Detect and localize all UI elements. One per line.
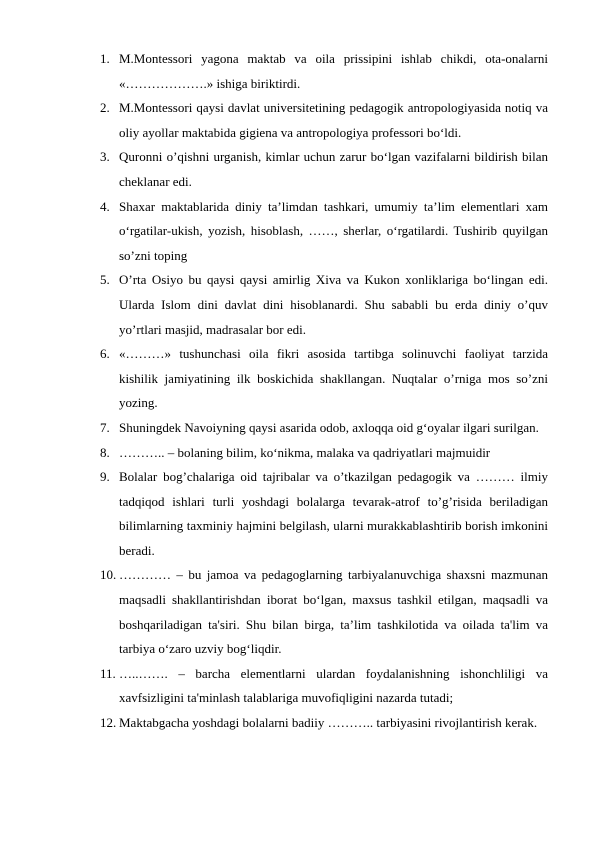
list-item (0, 662, 596, 711)
item-text: Bolalar bog’chalariga oid tajribalar va o’tkazilgan pedagogik va ……… ilmiy tadqiqod ishlari turli yoshdagi bolalarga tevarak-atrof to’g’risida beriladigan bilimlarning taxminiy hajmini belgilash, ularni murakkablashtirib borish imkonini beradi. (119, 469, 548, 558)
list-item (0, 441, 596, 466)
item-text: O’rta Osiyo bu qaysi qaysi amirlig Xiva va Kukon xonliklariga bo‘lingan edi. Ularda Islom dini davlat dini hisoblanardi. Shu sababli bu erda diniy o’quv yo’rtlari masjid, madrasalar bor edi. (119, 272, 548, 337)
item-text: «………» tushunchasi oila fikri asosida tartibga solinuvchi faoliyat tarzida kishilik jamiyatining ilk boskichida shakllangan. Nuqtalar o’rniga mos so’zni yozing. (119, 346, 548, 411)
list-item (0, 711, 596, 736)
item-number: 10. (100, 567, 117, 583)
list-item (0, 416, 596, 441)
item-text: Maktabgacha yoshdagi bolalarni badiiy ……….. tarbiyasini rivojlantirish kerak. (119, 715, 538, 731)
item-number: 2. (100, 100, 110, 116)
item-text: ………… – bu jamoa va pedagoglarning tarbiyalanuvchiga shaxsni mazmunan maqsadli shakllantirishdan iborat bo‘lgan, maxsus tashkil etilgan, maqsadli va boshqariladigan ta'siri. Shu bilan birga, ta’lim tashkilotida va oilada ta'lim va tarbiya o‘zaro uzviy bog‘liqdir. (119, 567, 548, 657)
item-text: Quronni o’qishni urganish, kimlar uchun zarur bo‘lgan vazifalarni bildirish bilan cheklanar edi. (119, 149, 548, 189)
question-list (0, 47, 596, 736)
item-number: 3. (100, 149, 110, 165)
item-text: ……….. – bolaning bilim, ko‘nikma, malaka va qadriyatlari majmuidir (119, 444, 491, 460)
item-text: …..……. – barcha elementlarni ulardan foydalanishning ishonchliligi va xavfsizligini ta'minlash talablariga muvofiqligini nazarda tutadi; (119, 665, 548, 706)
list-item (0, 145, 596, 194)
item-number: 6. (100, 346, 110, 362)
list-item (0, 465, 596, 563)
list-item (0, 268, 596, 342)
item-text: Shaxar maktablarida diniy ta’limdan tashkari, umumiy ta’lim elementlari xam o‘rgatilar-ukish, yozish, hisoblash, ……, sherlar, o‘rgatilardi. Tushirib quyilgan so’zni toping (119, 198, 548, 263)
item-number: 5. (100, 272, 110, 288)
list-item (0, 96, 596, 145)
item-number: 12. (100, 715, 117, 731)
list-item (0, 563, 596, 661)
item-number: 8. (100, 444, 110, 460)
list-item (0, 47, 596, 96)
item-number: 7. (100, 419, 110, 435)
item-number: 9. (100, 469, 110, 485)
item-text: Shuningdek Navoiyning qaysi asarida odob, axloqqa oid g‘oyalar ilgari surilgan. (119, 419, 539, 435)
item-number: 11. (100, 665, 116, 681)
item-text: M.Montessori yagona maktab va oila prissipini ishlab chikdi, ota-onalarni «……………….» ishiga biriktirdi. (119, 51, 548, 91)
item-number: 1. (100, 51, 110, 66)
item-text: M.Montessori qaysi davlat universitetining pedagogik antropologiyasida notiq va oliy ayollar maktabida gigiena va antropologiya professori bo‘ldi. (119, 100, 548, 140)
item-number: 4. (100, 198, 110, 214)
list-item (0, 195, 596, 269)
list-item (0, 342, 596, 416)
